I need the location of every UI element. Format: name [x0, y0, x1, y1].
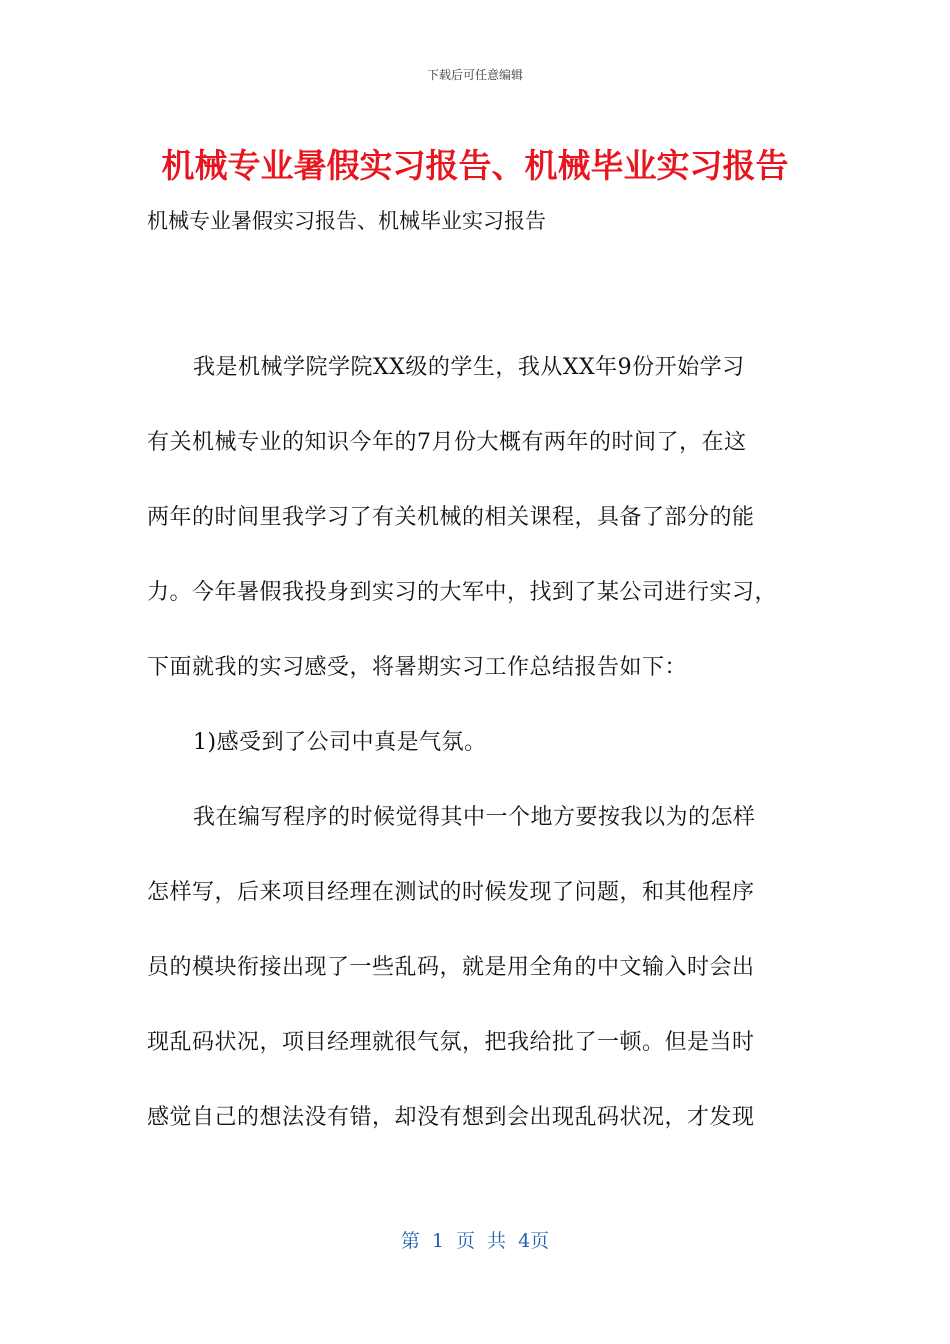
- body-line: 下面就我的实习感受，将暑期实习工作总结报告如下：: [147, 655, 688, 680]
- body-line: 现乱码状况，项目经理就很气氛，把我给批了一顿。但是当时: [147, 1030, 755, 1055]
- document-body: [147, 348, 807, 1173]
- body-line: 怎样写，后来项目经理在测试的时候发现了问题，和其他程序: [147, 880, 755, 905]
- body-line: 我在编写程序的时候觉得其中一个地方要按我以为的怎样: [193, 805, 756, 830]
- document-title: 机械专业暑假实习报告、机械毕业实习报告: [161, 146, 789, 185]
- body-line: 感觉自己的想法没有错，却没有想到会出现乱码状况，才发现: [147, 1105, 755, 1130]
- document-subtitle: 机械专业暑假实习报告、机械毕业实习报告: [147, 209, 546, 233]
- body-line: 有关机械专业的知识今年的7月份大概有两年的时间了，在这: [147, 430, 747, 455]
- body-line: 力。今年暑假我投身到实习的大军中，找到了某公司进行实习，: [147, 580, 778, 605]
- body-line-list-item: 1)感受到了公司中真是气氛。: [193, 730, 487, 755]
- body-line: 两年的时间里我学习了有关机械的相关课程，具备了部分的能: [147, 505, 755, 530]
- body-line: 员的模块衔接出现了一些乱码，就是用全角的中文输入时会出: [147, 955, 755, 980]
- body-line: 我是机械学院学院XX级的学生，我从XX年9份开始学习: [193, 355, 745, 380]
- page-number-footer: 第 1 页 共 4页: [400, 1230, 550, 1252]
- page-header-note: 下载后可任意编辑: [426, 68, 523, 82]
